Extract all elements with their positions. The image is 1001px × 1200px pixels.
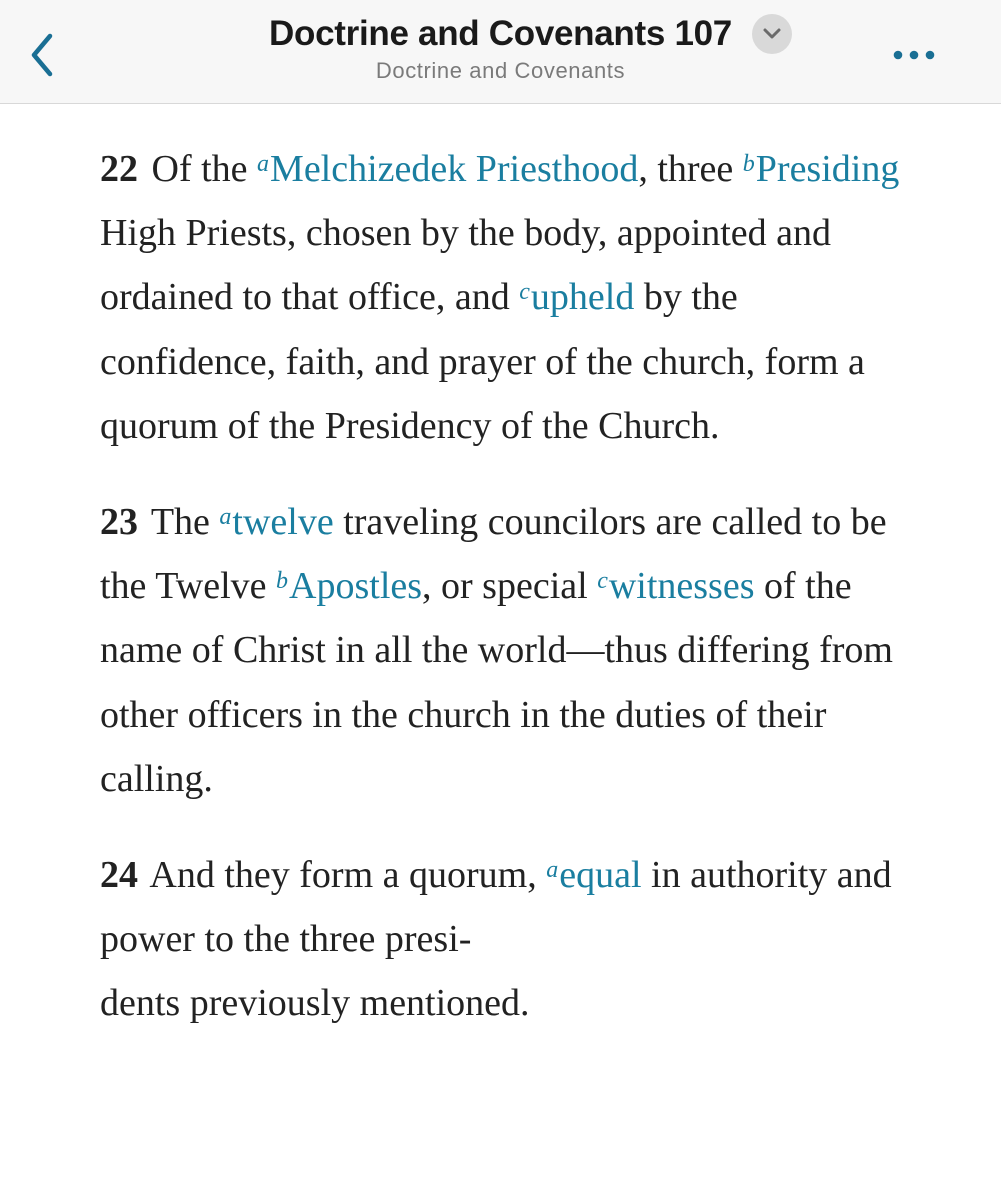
footnote-marker: b bbox=[742, 151, 755, 177]
verse-text: , or special bbox=[422, 565, 598, 608]
verse-text: of the name of Christ in all the world—thus differing from other officers in the church in the duties of their calling. bbox=[100, 565, 893, 800]
more-options-button[interactable] bbox=[888, 38, 948, 72]
footnote-link[interactable] bbox=[519, 276, 634, 318]
footnote-word: equal bbox=[559, 854, 642, 897]
verse-22[interactable] bbox=[100, 137, 920, 458]
verse-number: 23 bbox=[100, 501, 138, 544]
footnote-marker: a bbox=[219, 504, 232, 531]
page-title[interactable]: Doctrine and Covenants 107 bbox=[269, 14, 732, 53]
verse-text: , three bbox=[638, 148, 743, 190]
verse-text: in authority and power to the three presi- bbox=[100, 854, 892, 961]
verse-number: 22 bbox=[100, 148, 138, 190]
title-block bbox=[0, 14, 1001, 84]
footnote-marker: c bbox=[519, 279, 530, 306]
verse-text: The bbox=[142, 501, 220, 544]
page-subtitle: Doctrine and Covenants bbox=[375, 58, 626, 83]
footnote-word: twelve bbox=[232, 501, 334, 544]
nav-header bbox=[0, 0, 1001, 104]
verse-text: by the confidence, faith, and prayer of the church, form a quorum of the Presidency of the Church. bbox=[100, 276, 865, 447]
verse-text: traveling councilors are called to be the Twelve bbox=[100, 501, 887, 608]
footnote-marker: b bbox=[276, 568, 289, 595]
footnote-marker: a bbox=[257, 151, 270, 177]
verse-text: And they form a quorum, bbox=[142, 854, 547, 897]
ellipsis-icon bbox=[888, 38, 948, 72]
footnote-link[interactable] bbox=[743, 148, 900, 190]
footnote-link[interactable] bbox=[219, 501, 333, 543]
verse-text: Of the bbox=[142, 148, 258, 190]
chapter-dropdown-button[interactable] bbox=[752, 14, 792, 54]
chapter-content bbox=[100, 137, 920, 1068]
verse-text: dents previously mentioned. bbox=[100, 982, 530, 1025]
footnote-marker: a bbox=[546, 857, 559, 884]
verse-24[interactable] bbox=[100, 843, 920, 1036]
footnote-marker: c bbox=[597, 568, 608, 595]
footnote-word: upheld bbox=[530, 276, 635, 319]
verse-text: High Priests, chosen by the body, appointed and ordained to that office, and bbox=[100, 212, 832, 319]
footnote-word: Presiding bbox=[755, 148, 900, 190]
footnote-word: Melchizedek Priesthood bbox=[270, 148, 639, 190]
footnote-word: Apostles bbox=[289, 565, 423, 608]
verse-number: 24 bbox=[100, 854, 138, 897]
footnote-link[interactable] bbox=[597, 565, 754, 607]
footnote-link[interactable] bbox=[276, 565, 422, 607]
verse-23[interactable] bbox=[100, 490, 920, 811]
footnote-link[interactable] bbox=[546, 854, 641, 896]
footnote-word: witnesses bbox=[608, 565, 755, 608]
chevron-down-icon bbox=[762, 27, 782, 41]
footnote-link[interactable] bbox=[257, 148, 638, 190]
